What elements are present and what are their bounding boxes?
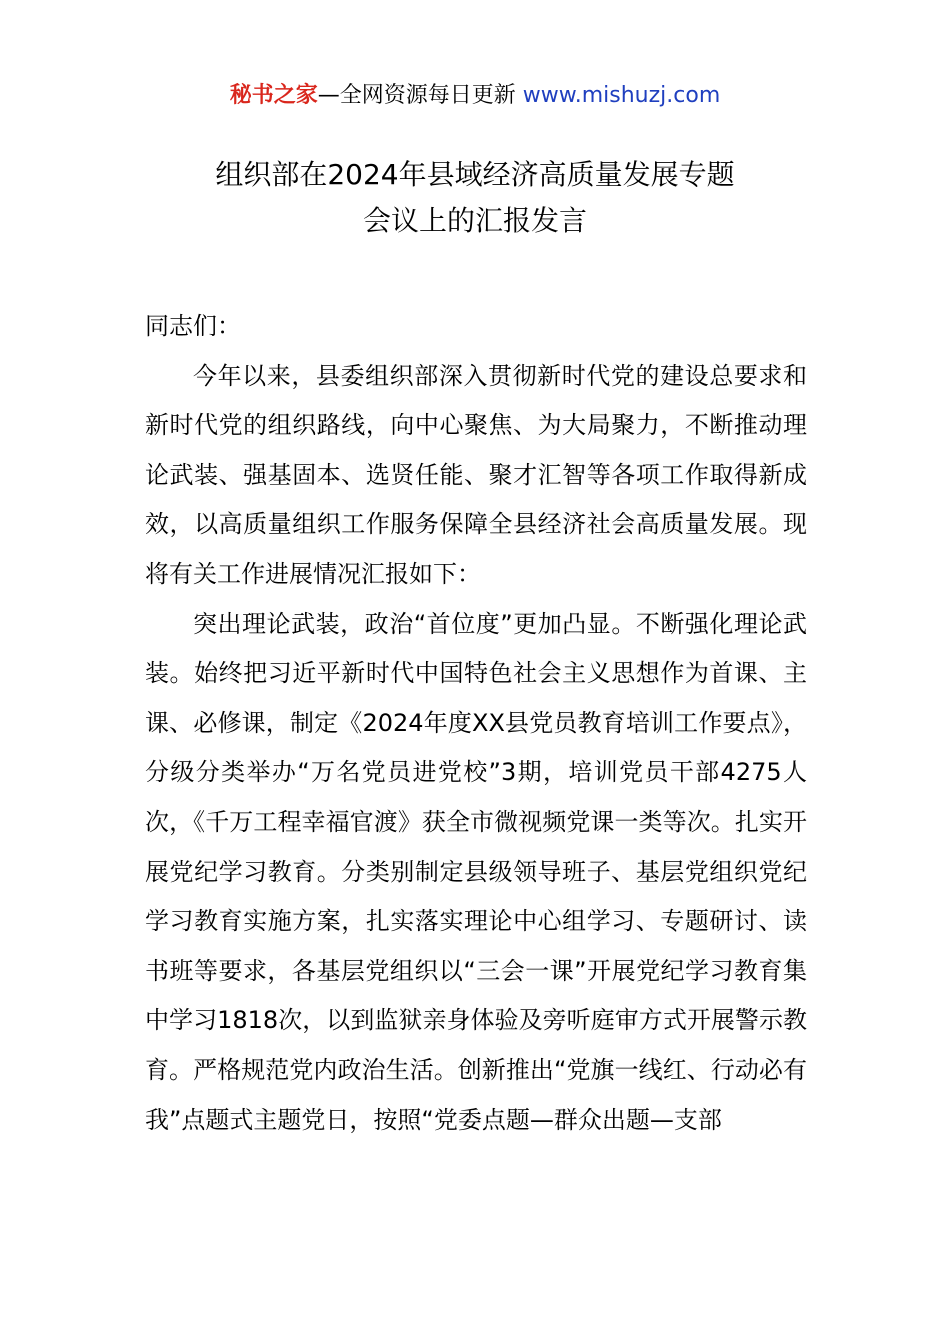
document-body [145, 302, 807, 1145]
salutation: 同志们： [145, 312, 241, 340]
paragraph-intro: 今年以来，县委组织部深入贯彻新时代党的建设总要求和新时代党的组织路线，向中心聚焦、为大局聚力，不断推动理论武装、强基固本、选贤任能、聚才汇智等各项工作取得新成效，以高质量组织工作服务保障全县经济社会高质量发展。现将有关工作进展情况汇报如下： [145, 361, 807, 588]
site-url-link[interactable]: www.mishuzj.com [522, 83, 721, 108]
document-title [100, 152, 850, 244]
site-tagline: —全网资源每日更新 [317, 83, 523, 108]
site-header [0, 80, 950, 112]
document-title-line-1: 组织部在2024年县域经济高质量发展专题 [215, 158, 735, 191]
paragraph-theory: 突出理论武装，政治“首位度”更加凸显。不断强化理论武装。始终把习近平新时代中国特色社会主义思想作为首课、主课、必修课，制定《2024年度XX县党员教育培训工作要点》，分级分类举办“万名党员进党校”3期，培训党员干部4275人次，《千万工程幸福官渡》获全市微视频党课一类等次。扎实开展党纪学习教育。分类别制定县级领导班子、基层党组织党纪学习教育实施方案，扎实落实理论中心组学习、专题研讨、读书班等要求，各基层党组织以“三会一课”开展党纪学习教育集中学习1818次，以到监狱亲身体验及旁听庭审方式开展警示教育。严格规范党内政治生活。创新推出“党旗一线红、行动必有我”点题式主题党日，按照“党委点题—群众出题—支部 [145, 609, 807, 1134]
site-brand: 秘书之家 [229, 83, 318, 108]
document-title-line-2: 会议上的汇报发言 [362, 204, 587, 237]
